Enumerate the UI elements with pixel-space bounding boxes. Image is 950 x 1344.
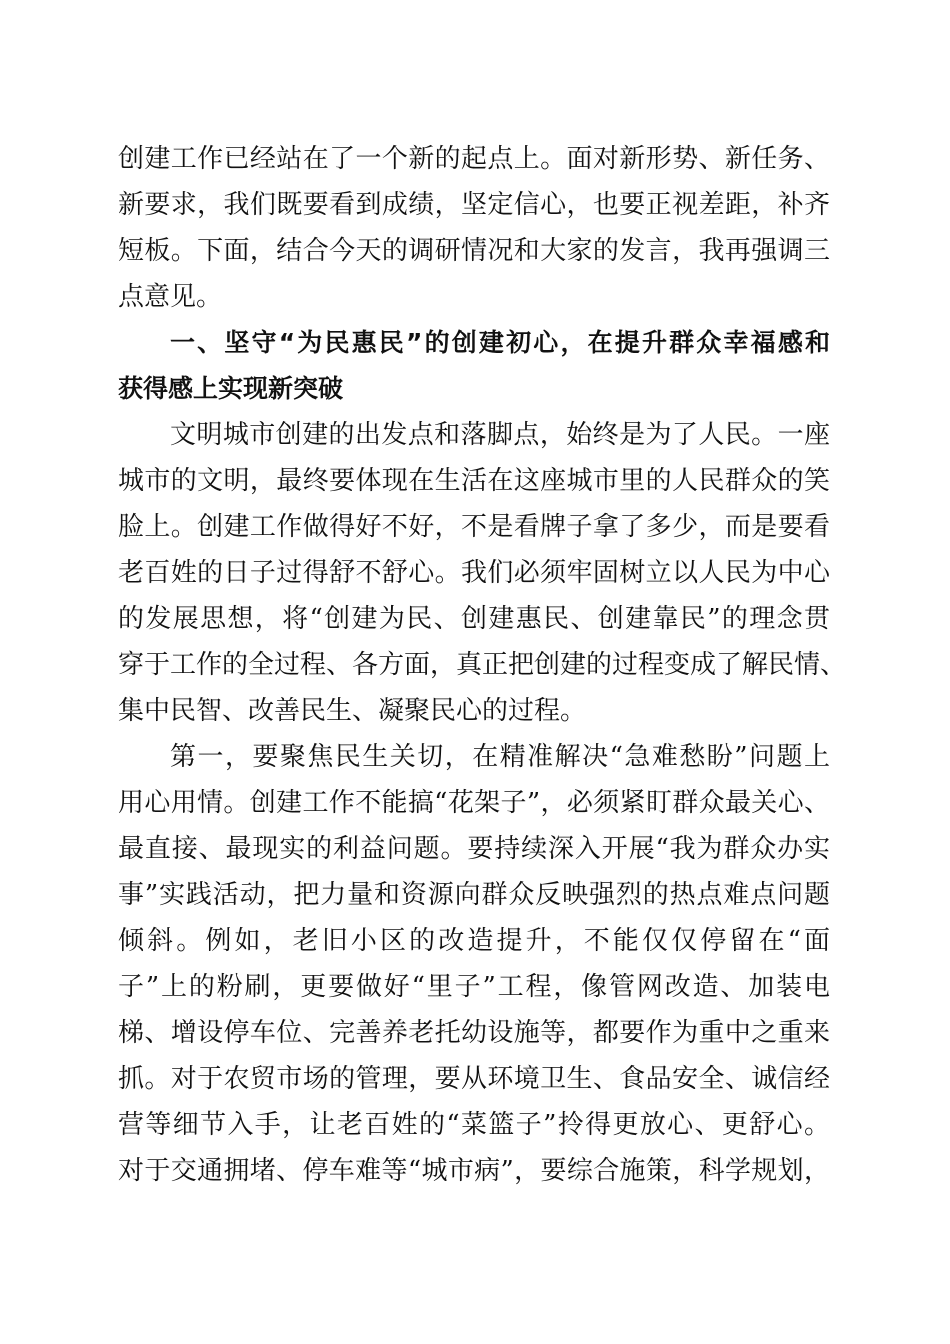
body-text-line: 穿于工作的全过程、各方面，真正把创建的过程变成了解民情、 (118, 650, 847, 680)
body-text-line: 新要求，我们既要看到成绩，坚定信心，也要正视差距，补齐 (118, 190, 830, 220)
body-text-line: 事”实践活动，把力量和资源向群众反映强烈的热点难点问题 (118, 880, 830, 910)
body-text-line: 子”上的粉刷，更要做好“里子”工程，像管网改造、加装电 (118, 972, 830, 1002)
body-text-line: 老百姓的日子过得舒不舒心。我们必须牢固树立以人民为中心 (118, 558, 830, 588)
body-text-line: 城市的文明，最终要体现在生活在这座城市里的人民群众的笑 (118, 466, 830, 496)
body-text-line: 倾斜。例如，老旧小区的改造提升，不能仅仅停留在“面 (118, 926, 830, 956)
section-heading-line: 一、坚守“为民惠民”的创建初心，在提升群众幸福感和 (170, 328, 830, 357)
body-text-line: 集中民智、改善民生、凝聚民心的过程。 (118, 696, 587, 726)
paragraph-first-line: 第一，要聚焦民生关切，在精准解决“急难愁盼”问题上 (170, 742, 830, 772)
body-text-line: 点意见。 (118, 282, 223, 312)
body-text-line: 最直接、最现实的利益问题。要持续深入开展“我为群众办实 (118, 834, 830, 864)
body-text-line: 营等细节入手，让老百姓的“菜篮子”拎得更放心、更舒心。 (118, 1110, 830, 1140)
body-text-line: 抓。对于农贸市场的管理，要从环境卫生、食品安全、诚信经 (118, 1064, 830, 1094)
body-text-line: 的发展思想，将“创建为民、创建惠民、创建靠民”的理念贯 (118, 604, 830, 634)
body-text-line: 对于交通拥堵、停车难等“城市病”，要综合施策，科学规划， (118, 1156, 830, 1186)
body-text-line: 创建工作已经站在了一个新的起点上。面对新形势、新任务、 (118, 144, 830, 174)
body-text-line: 梯、增设停车位、完善养老托幼设施等，都要作为重中之重来 (118, 1018, 830, 1048)
section-heading-line: 获得感上实现新突破 (118, 374, 344, 403)
body-text-line: 脸上。创建工作做得好不好，不是看牌子拿了多少，而是要看 (118, 512, 830, 542)
body-text-line: 短板。下面，结合今天的调研情况和大家的发言，我再强调三 (118, 236, 830, 266)
body-text-line: 用心用情。创建工作不能搞“花架子”，必须紧盯群众最关心、 (118, 788, 830, 818)
paragraph-first-line: 文明城市创建的出发点和落脚点，始终是为了人民。一座 (170, 420, 830, 450)
